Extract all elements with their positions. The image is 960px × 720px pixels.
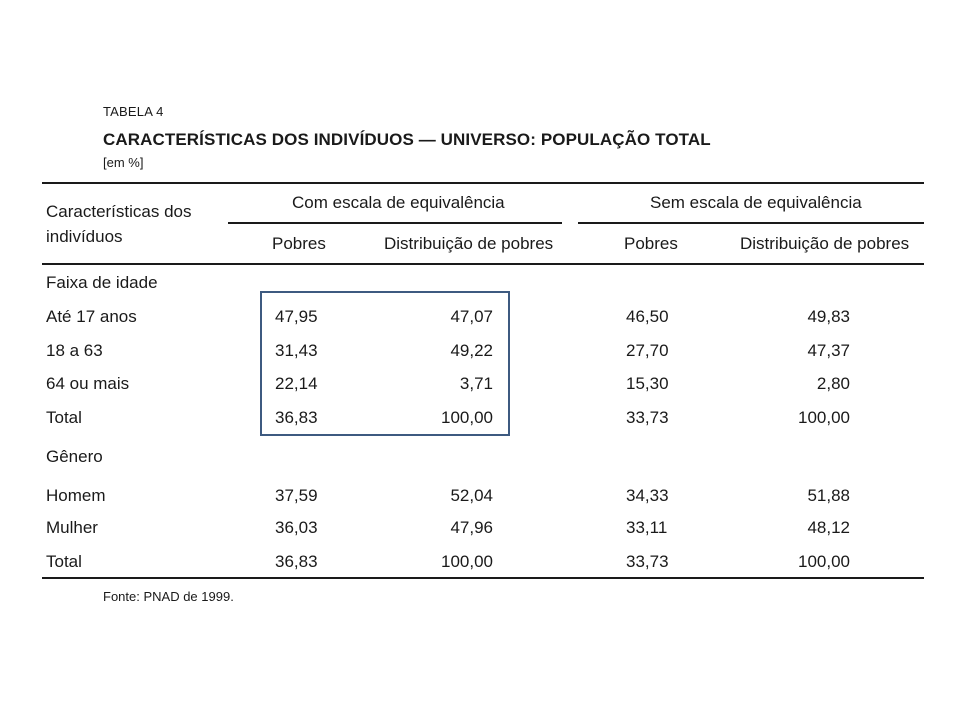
cell-value: 46,50 (626, 307, 669, 326)
cell-value: 33,73 (626, 408, 669, 427)
cell-value: 36,83 (275, 552, 318, 571)
sub-header-distribuicao-1: Distribuição de pobres (384, 234, 554, 253)
bottom-rule (42, 577, 924, 579)
table-source: Fonte: PNAD de 1999. (103, 589, 234, 604)
sub-header-pobres-1: Pobres (272, 234, 326, 253)
cell-value: 47,07 (450, 307, 493, 326)
sub-header-pobres-2: Pobres (624, 234, 678, 253)
group-rule-with-scale (228, 222, 562, 224)
table-title: CARACTERÍSTICAS DOS INDIVÍDUOS — UNIVERSO: POPULAÇÃO TOTAL (103, 130, 711, 149)
row-label: Total (46, 552, 82, 571)
row-label: Até 17 anos (46, 307, 137, 326)
cell-value: 48,12 (807, 518, 850, 537)
row-header-line-1: Características dos (46, 202, 192, 221)
cell-value: 47,37 (807, 341, 850, 360)
row-header-line-2: indivíduos (46, 227, 123, 246)
cell-value: 51,88 (807, 486, 850, 505)
cell-value: 15,30 (626, 374, 669, 393)
cell-value: 47,96 (450, 518, 493, 537)
cell-value: 22,14 (275, 374, 318, 393)
cell-value: 49,83 (807, 307, 850, 326)
group-header-with-scale: Com escala de equivalência (292, 193, 505, 212)
cell-value: 31,43 (275, 341, 318, 360)
row-label: Mulher (46, 518, 98, 537)
cell-value: 52,04 (450, 486, 493, 505)
cell-value: 100,00 (798, 408, 850, 427)
cell-value: 34,33 (626, 486, 669, 505)
cell-value: 37,59 (275, 486, 318, 505)
section-title-age: Faixa de idade (46, 273, 158, 292)
cell-value: 49,22 (450, 341, 493, 360)
cell-value: 36,03 (275, 518, 318, 537)
row-label: Total (46, 408, 82, 427)
cell-value: 100,00 (441, 552, 493, 571)
header-bottom-rule (42, 263, 924, 265)
cell-value: 33,11 (626, 518, 668, 537)
cell-value: 2,80 (816, 374, 850, 393)
cell-value: 100,00 (441, 408, 493, 427)
cell-value: 27,70 (626, 341, 669, 360)
group-header-without-scale: Sem escala de equivalência (650, 193, 862, 212)
sub-header-distribuicao-2: Distribuição de pobres (740, 234, 910, 253)
table-label: TABELA 4 (103, 104, 164, 119)
cell-value: 3,71 (459, 374, 493, 393)
cell-value: 36,83 (275, 408, 318, 427)
row-label: 18 a 63 (46, 341, 103, 360)
table-unit: [em %] (103, 155, 144, 170)
cell-value: 47,95 (275, 307, 318, 326)
section-title-gender: Gênero (46, 447, 103, 466)
cell-value: 33,73 (626, 552, 669, 571)
row-label: 64 ou mais (46, 374, 130, 393)
highlight-box (260, 291, 510, 436)
top-rule (42, 182, 924, 184)
cell-value: 100,00 (798, 552, 850, 571)
group-rule-without-scale (578, 222, 924, 224)
row-label: Homem (46, 486, 106, 505)
